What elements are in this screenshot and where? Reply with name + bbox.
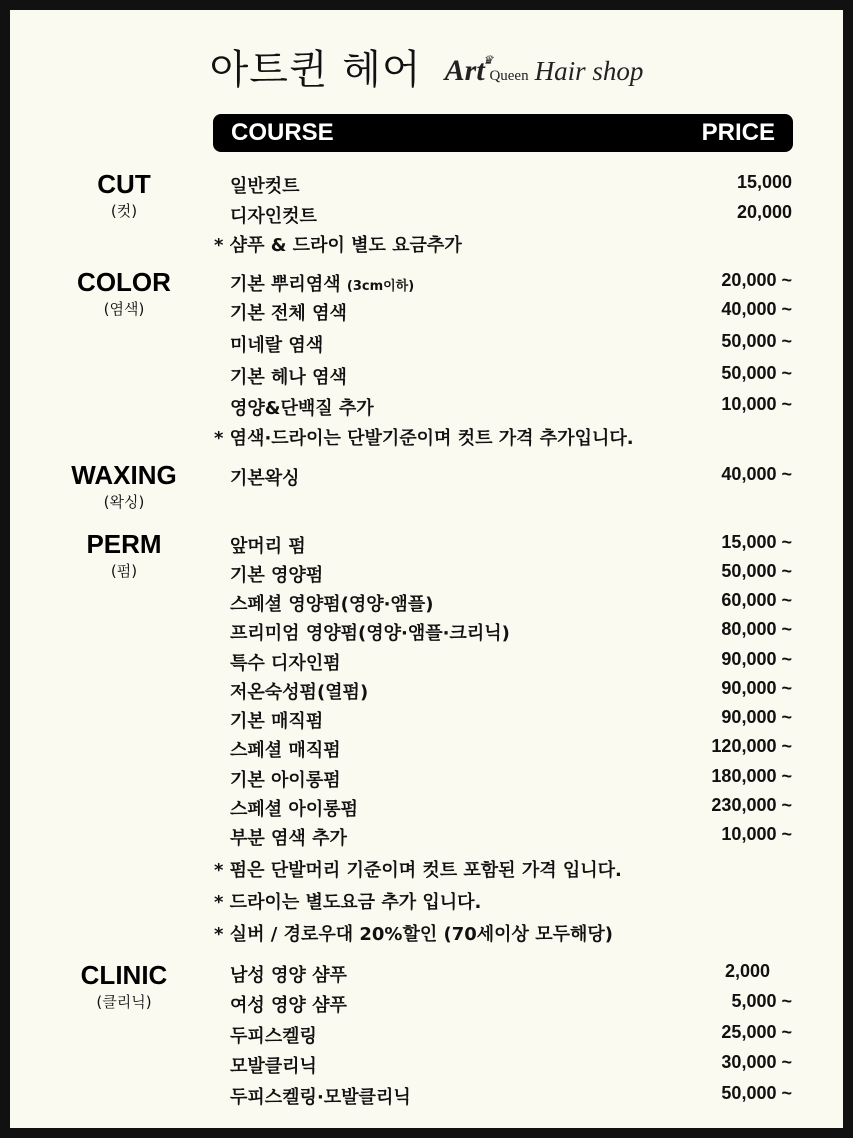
logo-queen: Queen <box>489 67 529 84</box>
item-name-note: (3cm이하) <box>346 279 415 294</box>
item-price: 60,000 ~ <box>721 590 792 610</box>
category-name-ko: (염색) <box>103 300 145 318</box>
menu-item <box>230 961 792 989</box>
menu-note: * 염색·드라이는 단발기준이며 컷트 가격 추가입니다. <box>214 428 634 449</box>
menu-item <box>230 172 792 200</box>
item-name: 두피스켈링·모발클리닉 <box>230 1087 411 1108</box>
item-name: 여성 영양 샴푸 <box>230 995 347 1016</box>
menu-note: * 실버 / 경로우대 20%할인 (70세이상 모두해당) <box>214 924 613 945</box>
shop-title: 아트퀸 헤어 <box>209 47 422 93</box>
item-name: 미네랄 염색 <box>230 335 324 356</box>
course-header: COURSE <box>231 119 334 146</box>
menu-item <box>230 824 792 852</box>
menu-item <box>230 590 792 618</box>
item-price: 50,000 ~ <box>721 561 792 581</box>
item-name: 기본 뿌리염색 (3cm이하) <box>230 274 415 295</box>
item-name: 두피스켈링 <box>230 1026 317 1047</box>
menu-item <box>230 464 792 492</box>
menu-item <box>230 1083 792 1111</box>
item-name: 디자인컷트 <box>230 206 317 227</box>
item-name: 기본 매직펌 <box>230 711 324 732</box>
item-name: 프리미엄 영양펌(영양·앰플·크리닉) <box>230 623 510 644</box>
item-name: 앞머리 펌 <box>230 536 306 557</box>
item-price: 10,000 ~ <box>721 394 792 414</box>
item-price: 120,000 ~ <box>711 736 792 756</box>
category-name: CUT <box>97 169 151 199</box>
category-name: CLINIC <box>80 960 168 990</box>
category-cut <box>24 168 224 222</box>
menu-item <box>230 991 792 1019</box>
crown-icon: ♛ <box>482 52 494 67</box>
menu-item <box>230 619 792 647</box>
item-price: 90,000 ~ <box>721 678 792 698</box>
menu-item <box>230 707 792 735</box>
item-name: 남성 영양 샴푸 <box>230 965 347 986</box>
item-name: 기본 전체 염색 <box>230 303 347 324</box>
item-price: 230,000 ~ <box>711 795 792 815</box>
item-name: 기본 영양펌 <box>230 565 324 586</box>
item-name: 스페셜 영양펌(영양·앰플) <box>230 594 434 615</box>
logo-hair-shop: Hair shop <box>534 55 644 86</box>
item-price: 80,000 ~ <box>721 619 792 639</box>
item-price: 15,000 ~ <box>721 532 792 552</box>
category-name-ko: (왁싱) <box>103 493 145 511</box>
item-price: 50,000 ~ <box>721 331 792 351</box>
category-name: PERM <box>86 529 162 559</box>
item-price: 50,000 ~ <box>721 363 792 383</box>
menu-item <box>230 795 792 823</box>
shop-logo <box>445 54 644 88</box>
menu-item <box>230 1052 792 1080</box>
item-name: 기본 아이롱펌 <box>230 770 341 791</box>
menu-item <box>230 299 792 327</box>
column-header-bar <box>213 114 793 152</box>
item-price: 5,000 ~ <box>731 991 792 1011</box>
menu-note: * 드라이는 별도요금 추가 입니다. <box>214 892 482 913</box>
item-price: 20,000 ~ <box>721 270 792 290</box>
item-price: 90,000 ~ <box>721 649 792 669</box>
item-name: 일반컷트 <box>230 176 300 197</box>
item-name: 저온숙성펌(열펌) <box>230 682 369 703</box>
menu-item <box>230 394 792 422</box>
menu-item <box>230 766 792 794</box>
category-name-ko: (컷) <box>110 202 138 220</box>
category-perm <box>24 528 224 582</box>
item-price: 10,000 ~ <box>721 824 792 844</box>
menu-board <box>10 10 843 1128</box>
category-name-ko: (클리닉) <box>96 993 152 1011</box>
menu-item <box>230 270 792 298</box>
menu-item <box>230 649 792 677</box>
category-name: COLOR <box>77 267 171 297</box>
category-color <box>24 266 224 320</box>
item-name: 기본왁싱 <box>230 468 300 489</box>
menu-item <box>230 561 792 589</box>
item-price: 40,000 ~ <box>721 299 792 319</box>
item-name: 스페셜 아이롱펌 <box>230 799 358 820</box>
category-waxing <box>24 459 224 513</box>
menu-item <box>230 363 792 391</box>
menu-item <box>230 1022 792 1050</box>
item-name: 스페셜 매직펌 <box>230 740 341 761</box>
item-price: 180,000 ~ <box>711 766 792 786</box>
item-price: 90,000 ~ <box>721 707 792 727</box>
item-price: 15,000 <box>736 172 792 192</box>
category-name: WAXING <box>71 460 177 490</box>
header <box>10 38 843 98</box>
item-price: 40,000 ~ <box>721 464 792 484</box>
item-name: 부분 염색 추가 <box>230 828 347 849</box>
category-clinic <box>24 959 224 1013</box>
logo-art: Art <box>444 53 485 87</box>
menu-item <box>230 736 792 764</box>
item-name: 특수 디자인펌 <box>230 653 341 674</box>
item-name: 모발클리닉 <box>230 1056 317 1077</box>
item-price: 2,000 <box>724 961 770 981</box>
item-price: 25,000 ~ <box>721 1022 792 1042</box>
menu-item <box>230 678 792 706</box>
menu-item <box>230 331 792 359</box>
item-price: 50,000 ~ <box>721 1083 792 1103</box>
menu-note: * 샴푸 & 드라이 별도 요금추가 <box>214 235 462 256</box>
menu-item <box>230 532 792 560</box>
menu-item <box>230 202 792 230</box>
item-price: 20,000 <box>736 202 792 222</box>
item-name: 영양&단백질 추가 <box>230 398 374 419</box>
category-name-ko: (펌) <box>110 562 138 580</box>
item-price: 30,000 ~ <box>721 1052 792 1072</box>
menu-note: * 펌은 단발머리 기준이며 컷트 포함된 가격 입니다. <box>214 860 622 881</box>
price-header: PRICE <box>701 119 775 146</box>
item-name: 기본 헤나 염색 <box>230 367 347 388</box>
